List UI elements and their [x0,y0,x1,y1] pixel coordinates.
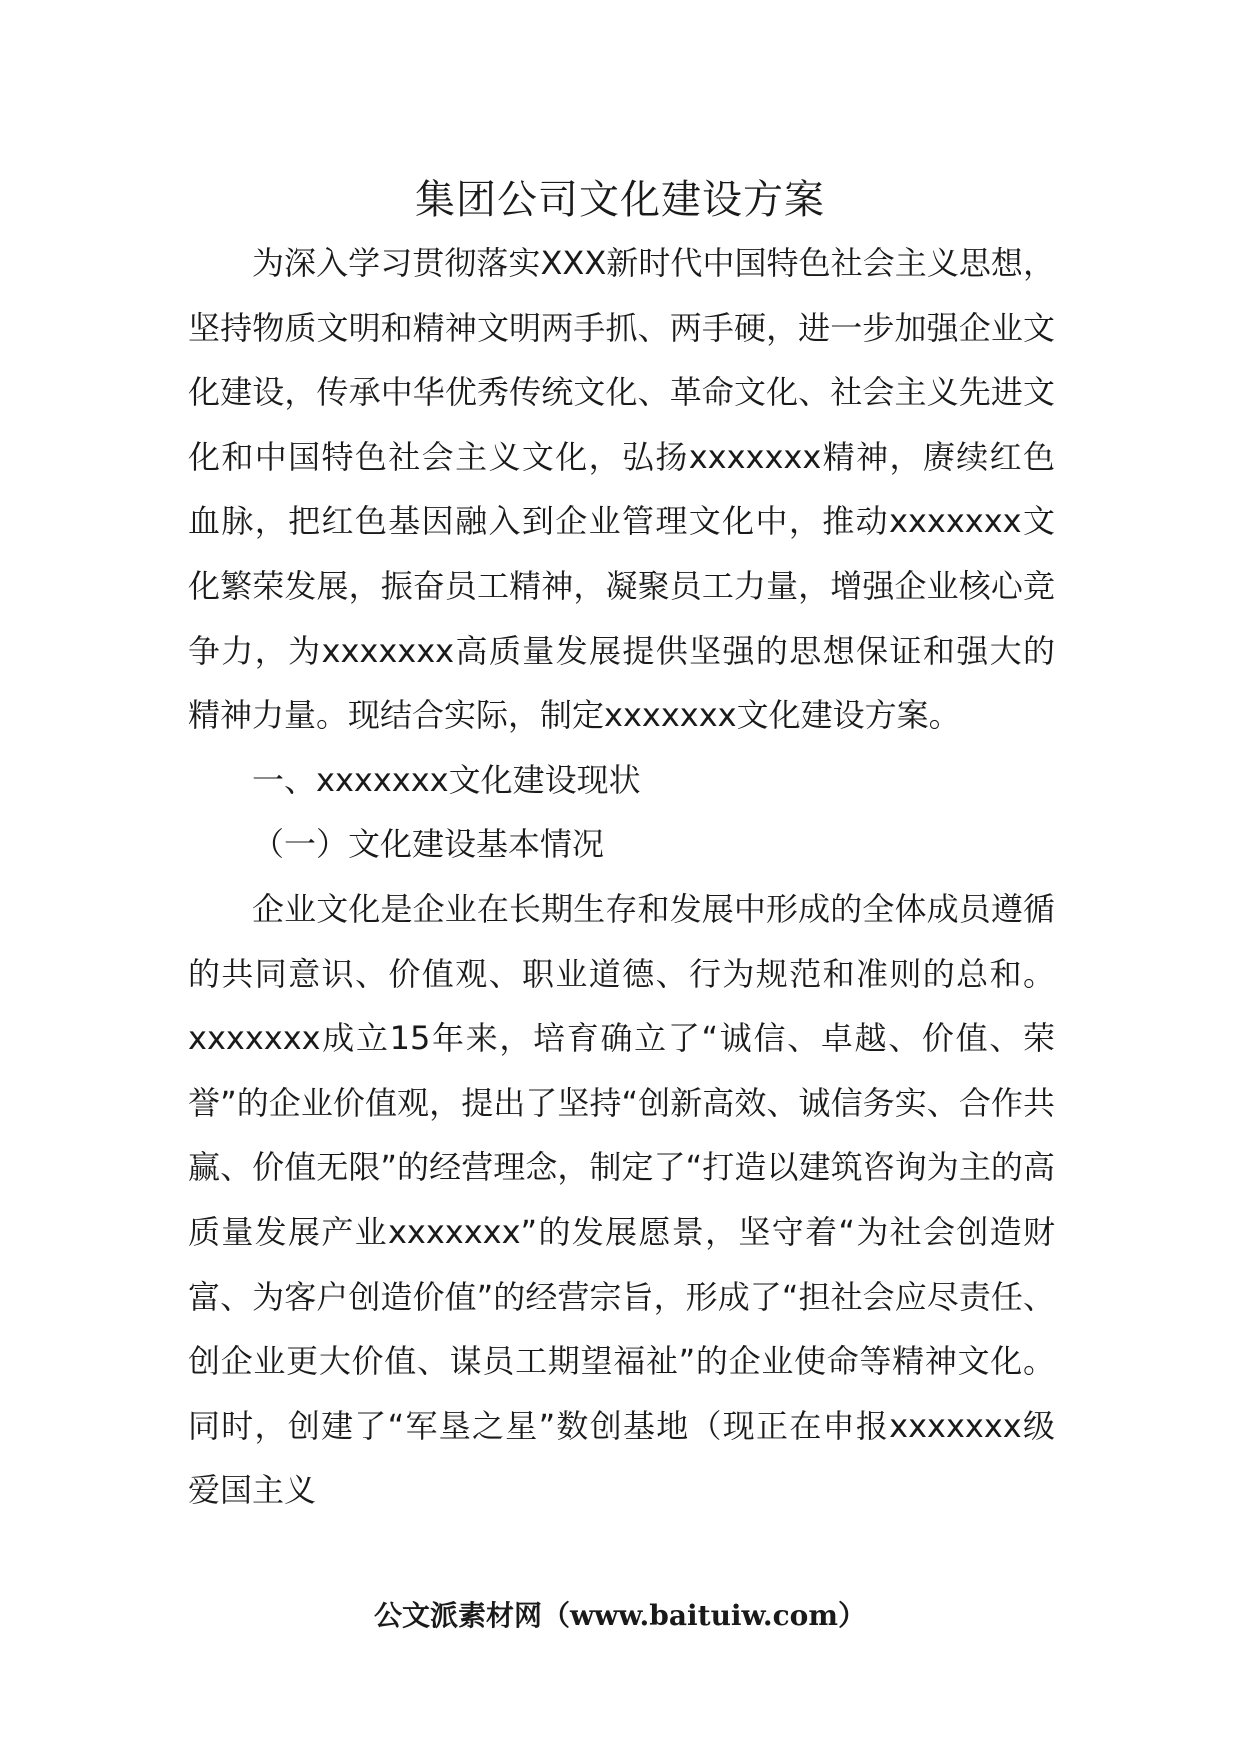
intro-paragraph: 为深入学习贯彻落实XXX新时代中国特色社会主义思想，坚持物质文明和精神文明两手抓、两手硬，进一步加强企业文化建设，传承中华优秀传统文化、革命文化、社会主义先进文化和中国特色社会主义文化，弘扬xxxxxxx精神，赓续红色血脉，把红色基因融入到企业管理文化中，推动xxxxxxx文化繁荣发展，振奋员工精神，凝聚员工力量，增强企业核心竞争力，为xxxxxxx高质量发展提供坚强的思想保证和强大的精神力量。现结合实际，制定xxxxxxx文化建设方案。 [188,244,1055,735]
document-title: 集团公司文化建设方案 [415,177,825,223]
footer-watermark: 公文派素材网（www.baituiw.com） [374,1599,866,1632]
subsection-heading: （一）文化建设基本情况 [252,825,605,864]
body-paragraph: 企业文化是企业在长期生存和发展中形成的全体成员遵循的共同意识、价值观、职业道德、行为规范和准则的总和。xxxxxxx成立15年来，培育确立了“诚信、卓越、价值、荣誉”的企业价值观，提出了坚持“创新高效、诚信务实、合作共赢、价值无限”的经营理念，制定了“打造以建筑咨询为主的高质量发展产业xxxxxxx”的发展愿景，坚守着“为社会创造财富、为客户创造价值”的经营宗旨，形成了“担社会应尽责任、创企业更大价值、谋员工期望福祉”的企业使命等精神文化。同时，创建了“军垦之星”数创基地（现正在申报xxxxxxx级爱国主义 [188,889,1055,1510]
section-heading: 一、xxxxxxx文化建设现状 [252,760,641,799]
document-body [188,231,1055,1523]
